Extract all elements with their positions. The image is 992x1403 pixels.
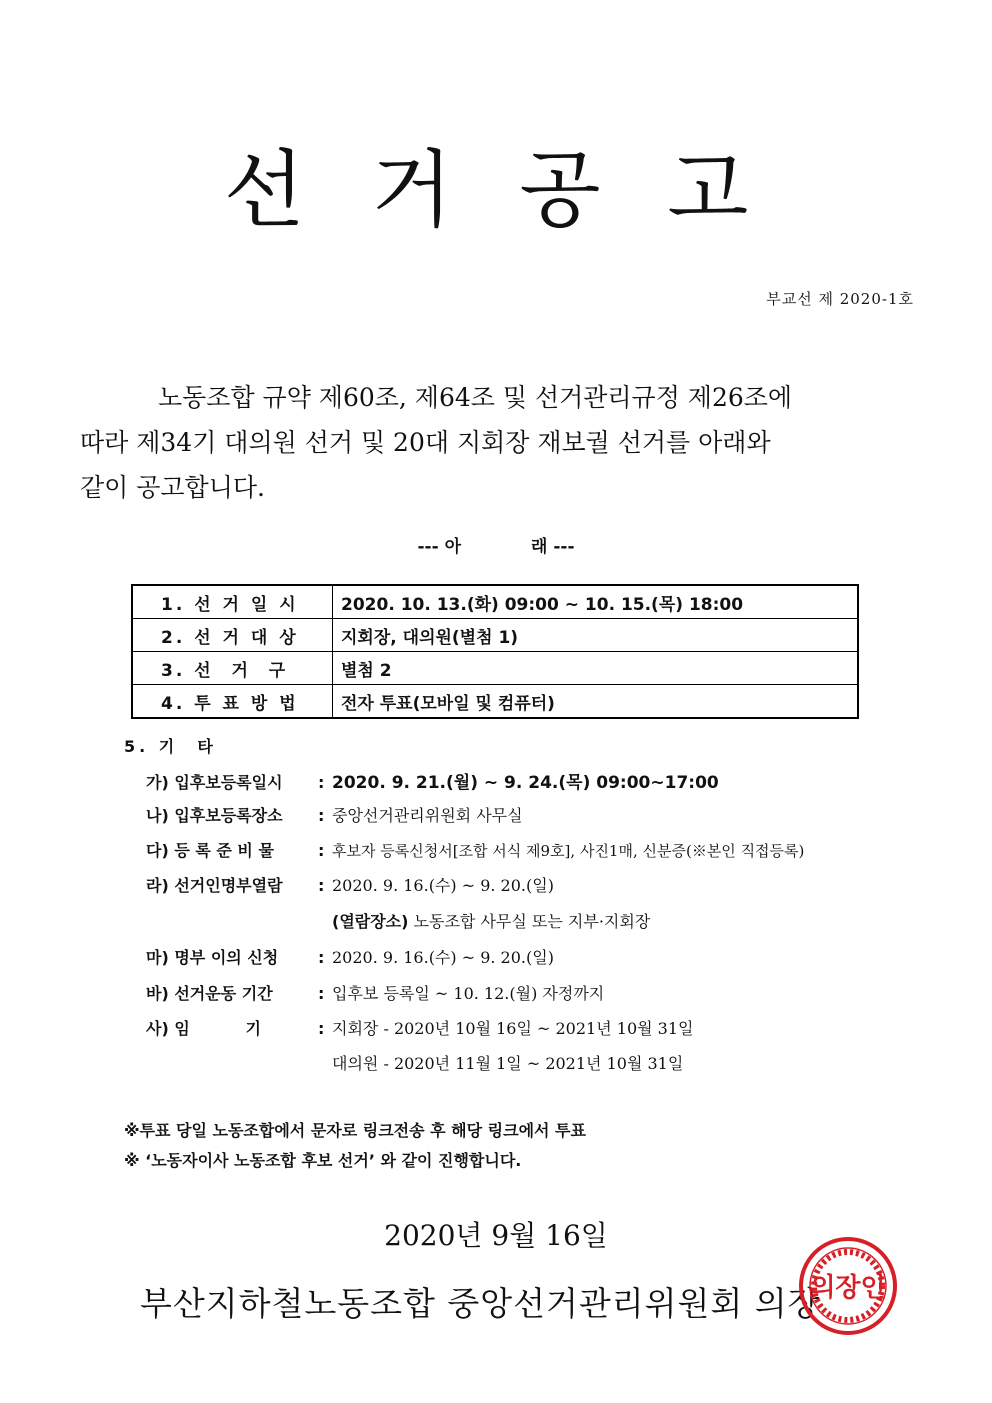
table-value: 지회장, 대의원(별첨 1) — [333, 619, 859, 652]
official-seal-icon — [798, 1236, 898, 1336]
item-value: 후보자 등록신청서[조합 서식 제9호], 사진1매, 신분증(※본인 직접등록) — [332, 842, 805, 860]
note-2: ※ ‘노동자이사 노동조합 후보 선거’ 와 같이 진행합니다. — [124, 1151, 522, 1170]
table-row — [132, 619, 858, 652]
term-delegate: 대의원 - 2020년 11월 1일 ~ 2021년 10월 31일 — [332, 1054, 684, 1073]
item-label: 사) 임 기 — [146, 1019, 261, 1038]
list-item: 마) 명부 이의 신청 : 2020. 9. 16.(수) ~ 9. 20.(일) — [146, 945, 926, 968]
item-label: 가) 입후보등록일시 — [146, 773, 283, 792]
item-value: 2020. 9. 16.(수) ~ 9. 20.(일) — [332, 948, 554, 967]
intro-paragraph — [80, 375, 900, 510]
table-row — [132, 585, 858, 619]
table-row — [132, 685, 858, 719]
table-key: 1. 선 거 일 시 — [132, 585, 333, 619]
election-info-table — [131, 584, 859, 719]
list-item: 나) 입후보등록장소 : 중앙선거관리위원회 사무실 — [146, 803, 926, 826]
table-key: 2. 선 거 대 상 — [132, 619, 333, 652]
intro-line-1: 노동조합 규약 제60조, 제64조 및 선거관리규정 제26조에 — [158, 383, 793, 412]
viewing-place-value: 노동조합 사무실 또는 지부·지회장 — [413, 912, 651, 931]
list-item: 사) 임 기 : 지회장 - 2020년 10월 16일 ~ 2021년 10월 31일 — [146, 1016, 926, 1039]
item-label: 바) 선거운동 기간 — [146, 984, 273, 1003]
viewing-place — [332, 909, 650, 932]
table-value: 별첨 2 — [333, 652, 859, 685]
list-item: 가) 입후보등록일시 : 2020. 9. 21.(월) ~ 9. 24.(목) 09:00~17:00 — [146, 768, 926, 793]
item-value: 중앙선거관리위원회 사무실 — [332, 806, 523, 825]
table-row — [132, 652, 858, 685]
table-value: 전자 투표(모바일 및 컴퓨터) — [333, 685, 859, 719]
intro-line-2: 따라 제34기 대의원 선거 및 20대 지회장 재보궐 선거를 아래와 — [80, 428, 771, 457]
item-value: 2020. 9. 21.(월) ~ 9. 24.(목) 09:00~17:00 — [332, 773, 719, 793]
list-item: 바) 선거운동 기간 : 입후보 등록일 ~ 10. 12.(월) 자정까지 — [146, 981, 926, 1004]
signer-name: 부산지하철노동조합 중앙선거관리위원회 의장 — [140, 1284, 821, 1323]
section-5-heading: 5. 기 타 — [124, 737, 217, 756]
notice-title: 선 거 공 고 — [223, 141, 769, 239]
below-heading — [0, 532, 992, 557]
below-heading-left: --- 아 — [417, 537, 461, 557]
seal-text: 의장인 — [810, 1273, 886, 1303]
list-item: 라) 선거인명부열람 : 2020. 9. 16.(수) ~ 9. 20.(일) — [146, 873, 926, 896]
table-key: 4. 투 표 방 법 — [132, 685, 333, 719]
table-value: 2020. 10. 13.(화) 09:00 ~ 10. 15.(목) 18:00 — [333, 585, 859, 619]
notice-date: 2020년 9월 16일 — [384, 1219, 608, 1252]
note-1: ※투표 당일 노동조합에서 문자로 링크전송 후 해당 링크에서 투표 — [124, 1121, 586, 1140]
viewing-place-label: (열람장소) — [332, 912, 409, 931]
intro-line-3: 같이 공고합니다. — [80, 473, 265, 502]
item-label: 마) 명부 이의 신청 — [146, 948, 279, 967]
item-label: 라) 선거인명부열람 — [146, 876, 283, 895]
list-item: 다) 등 록 준 비 물 : 후보자 등록신청서[조합 서식 제9호], 사진1매, 신분증(※본인 직접등록) — [146, 838, 926, 861]
item-label: 나) 입후보등록장소 — [146, 806, 283, 825]
item-value: 지회장 - 2020년 10월 16일 ~ 2021년 10월 31일 — [332, 1019, 694, 1038]
item-value: 2020. 9. 16.(수) ~ 9. 20.(일) — [332, 876, 554, 895]
below-heading-right: 래 --- — [531, 537, 575, 557]
document-number: 부교선 제 2020-1호 — [766, 290, 914, 308]
item-value: 입후보 등록일 ~ 10. 12.(월) 자정까지 — [332, 984, 605, 1003]
table-key: 3. 선 거 구 — [132, 652, 333, 685]
item-label: 다) 등 록 준 비 물 — [146, 841, 274, 860]
